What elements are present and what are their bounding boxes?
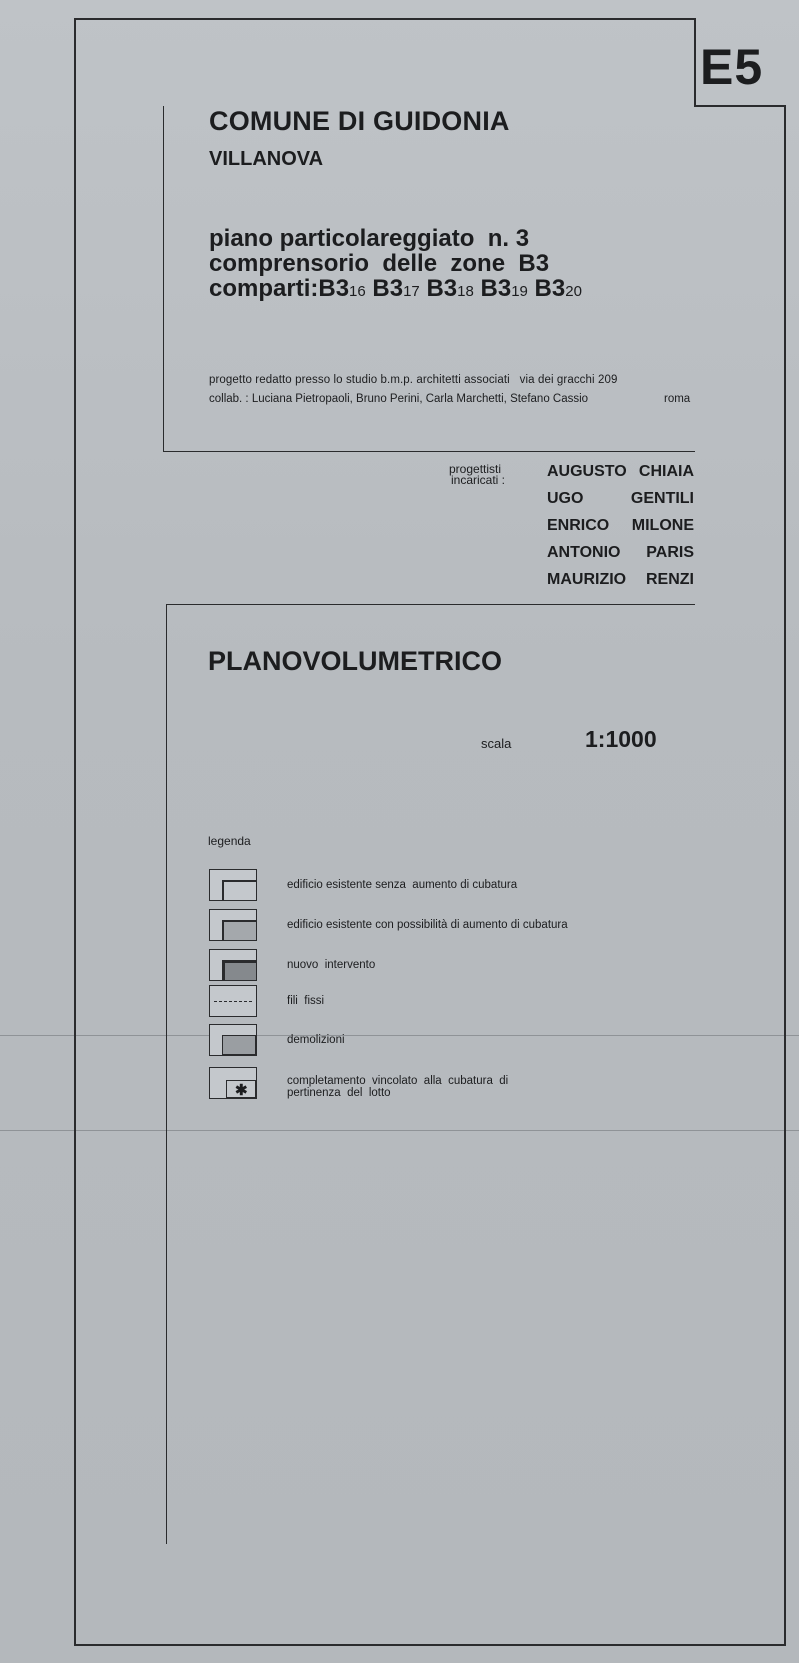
- demolition-icon: [209, 1024, 257, 1056]
- municipality-title: COMUNE DI GUIDONIA: [209, 106, 510, 136]
- asterisk-lot-icon: ✱: [209, 1067, 257, 1099]
- designer-name: MAURIZIO RENZI: [547, 571, 694, 588]
- scale-value: 1:1000: [585, 726, 657, 752]
- sheet-code: E5: [700, 39, 764, 95]
- title-block-bottom: [163, 451, 695, 452]
- frame-right: [784, 106, 786, 1646]
- drawing-title: PLANOVOLUMETRICO: [208, 646, 502, 676]
- plan-line-2: comprensorio delle zone B3: [209, 250, 550, 277]
- code-box-bottom: [694, 105, 786, 107]
- code-box-left: [694, 18, 696, 106]
- fixed-line-icon: [209, 985, 257, 1017]
- scale-label: scala: [481, 736, 512, 751]
- legend-title: legenda: [208, 834, 251, 848]
- compartment: B320: [534, 275, 582, 302]
- designers-label-1: progettisti: [449, 462, 502, 476]
- compartment: B319: [480, 275, 528, 302]
- legend-item: demolizioni: [209, 1024, 669, 1058]
- locality-title: VILLANOVA: [209, 148, 324, 170]
- designer-name: ENRICO MILONE: [547, 517, 694, 534]
- drawing-block-left: [166, 604, 167, 1544]
- designer-name: ANTONIO PARIS: [547, 544, 694, 561]
- expandable-building-icon: [209, 909, 257, 941]
- new-building-icon: [209, 949, 257, 981]
- legend-item: edificio esistente senza aumento di cubatura: [209, 869, 669, 903]
- compartments-prefix: comparti:: [209, 275, 319, 302]
- plan-line-1: piano particolareggiato n. 3: [209, 225, 530, 252]
- legend-item: edificio esistente con possibilità di aumento di cubatura: [209, 909, 669, 943]
- legend-item: fili fissi: [209, 985, 669, 1019]
- frame-bottom: [74, 1644, 786, 1646]
- designer-name: AUGUSTO CHIAIA: [547, 463, 694, 480]
- frame-left: [74, 18, 76, 1646]
- credits-line-2: collab. : Luciana Pietropaoli, Bruno Perini, Carla Marchetti, Stefano Cassio: [209, 393, 589, 405]
- existing-building-icon: [209, 869, 257, 901]
- legend-item: nuovo intervento: [209, 949, 669, 983]
- frame-top: [74, 18, 695, 20]
- designer-name: UGO GENTILI: [547, 490, 694, 507]
- fold-line: [0, 1130, 799, 1131]
- credits-city: roma: [664, 393, 691, 405]
- compartment: B318: [426, 275, 474, 302]
- plan-line-3: [209, 276, 582, 304]
- compartment: B316: [318, 275, 366, 302]
- compartment: B317: [372, 275, 420, 302]
- designers-label-2: incaricati :: [451, 473, 506, 487]
- title-block-left: [163, 106, 164, 452]
- credits-line-1: progetto redatto presso lo studio b.m.p. architetti associati via dei gracchi 209: [209, 374, 618, 386]
- drawing-block-top: [166, 604, 695, 605]
- legend-item: ✱ completamento vincolato alla cubatura di pertinenza del lotto: [209, 1067, 669, 1101]
